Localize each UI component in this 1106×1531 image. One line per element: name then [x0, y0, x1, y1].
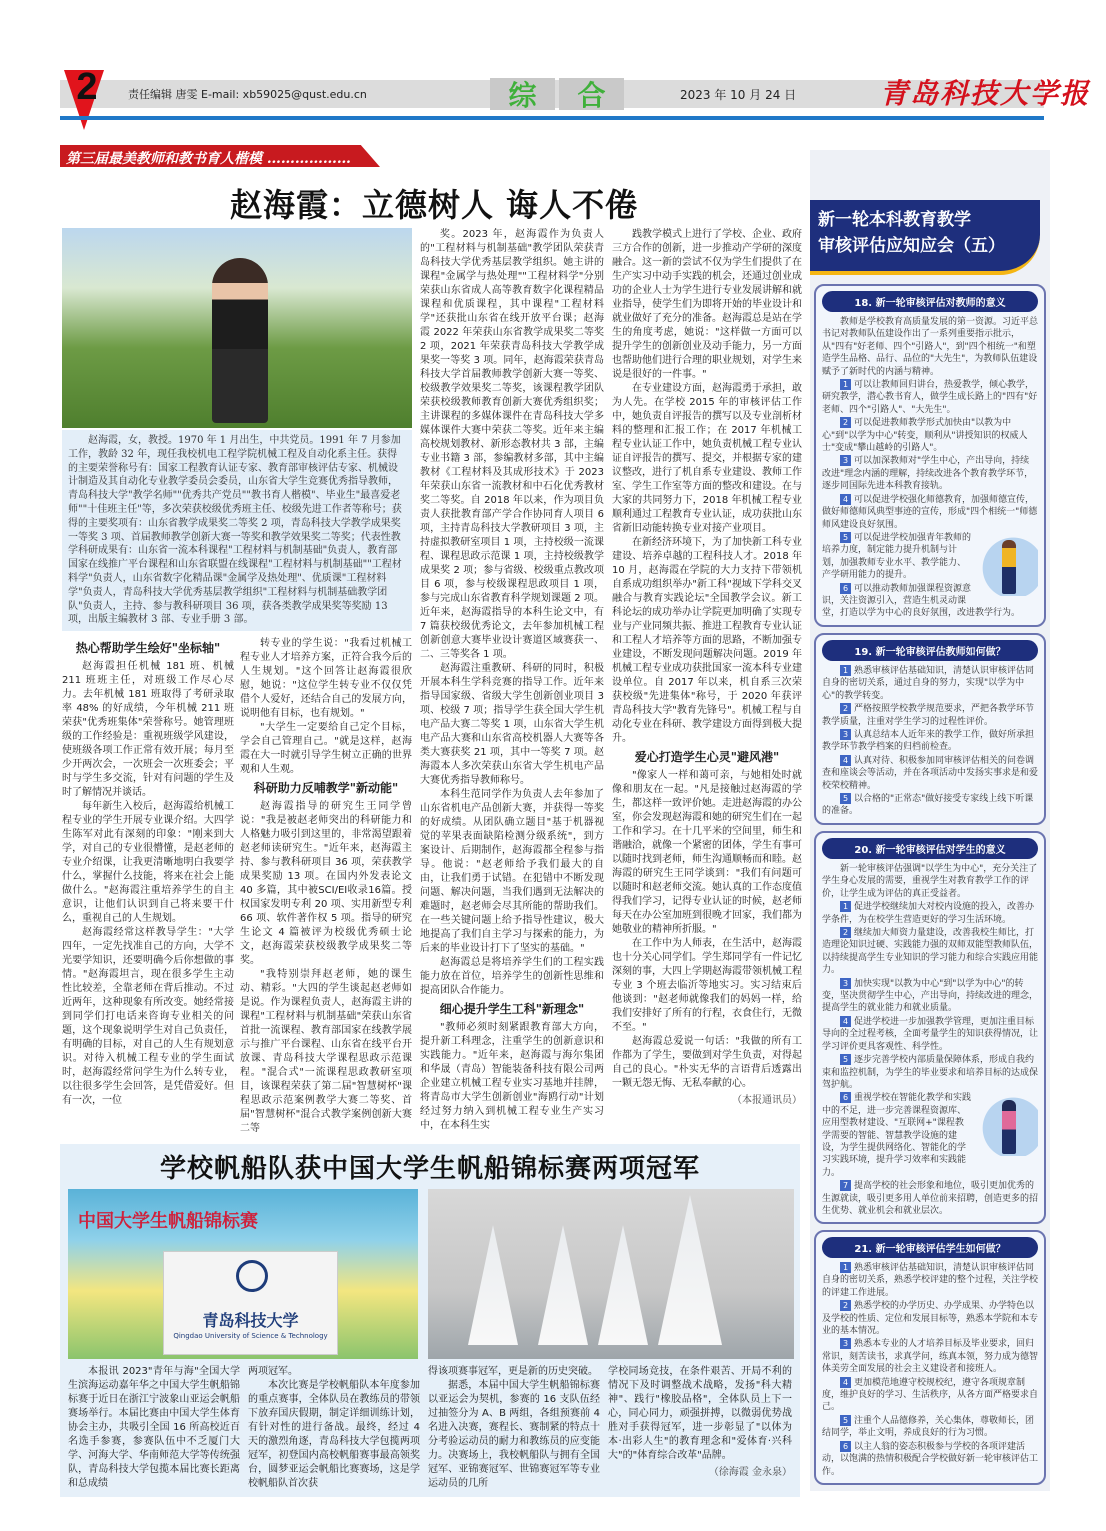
masthead-logo: 青岛科技大学报: [880, 77, 1091, 110]
card-item: 重视学校在智能化教学和实践中的不足，进一步完善课程资源库、应用型教材建设、"互联网+"课程教学需要的智能、智慧教学设施的建设，为学生提供网络化、智能化的学习实践环境，提升学习效率和实践能力。: [822, 1093, 972, 1178]
card-item: 可以让教师回归讲台，热爱教学，倾心教学，研究教学，潜心教书育人，做学生成长路上的"四有"好老师、四个"引路人"、"大先生"。: [822, 380, 1038, 415]
portrait-photo: [62, 228, 412, 428]
card-item: 促进学校继续加大对校内设施的投入，改善办学条件，为在校学生营造更好的学习生活环境。: [822, 902, 1035, 925]
number-badge-icon: 6: [840, 583, 851, 594]
number-badge-icon: 2: [840, 417, 851, 428]
card-item: 可以加深教师对"学生中心，产出导向，持续改进"理念内涵的理解，持续改进各个教育教学环节，逐步同国际先进本科教育接轨。: [822, 456, 1034, 492]
section-label: [490, 78, 624, 110]
sailboat: [598, 1225, 648, 1345]
paragraph: 在工作中为人师表，在生活中，赵海霞也十分关心同学们。学生郑同学有一件记忆深刻的事，大四上学期赵海霞带领机械工程专业 3 个班去临沂等地实习。实习结束后他谈到："赵老师就像我们的妈妈一样，给我们安排好了所有的行程，衣食住行，无微不至。": [612, 937, 802, 1033]
column-banner-text: 第三届最美教师和教书育人楷模 ………………: [66, 151, 351, 167]
article-column-4: [612, 228, 802, 1106]
sidebar-card: [814, 284, 1046, 627]
number-badge-icon: 4: [840, 1377, 851, 1388]
card-item: 可以促进学校强化师德教育，加强师德宣传，做好师德师风典型事迹的宣传，形成"四个相统一"师德师风建设良好氛围。: [822, 494, 1038, 530]
number-badge-icon: 5: [840, 793, 851, 804]
card-item: 逐步完善学校内部质量保障体系，形成自我约束和监控机制，为学生的毕业要求和培养目标的达成保驾护航。: [822, 1055, 1039, 1090]
number-badge-icon: 5: [840, 1415, 851, 1426]
page-number: 2: [76, 66, 98, 108]
header-divider: [60, 116, 1044, 120]
paragraph: "教师必须时刻紧跟教育部大方向，提升新工科理念，注重学生的创新意识和实践能力。"近年来，赵海霞与海尔集团和华晟（青岛）智能装备科技有限公司两企业建立机械工程专业实习基地并挂牌，将青岛市大学生创新创业"海鸥行动"计划经过努力纳入到机械工程专业生产实习中，在本科生实: [420, 1021, 604, 1131]
sailing-column-3: [428, 1365, 600, 1491]
paragraph: 本报讯 2023"青年与海"全国大学生滨海运动嘉年华之中国大学生帆船锦标赛于近日在浙江宁波象山亚运会帆船赛场举行。本届比赛由中国大学生体育协会主办，共吸引全国 16 所高校近百名选手参赛，参赛队伍中不乏厦门大学、河海大学、华南师范大学等传统强队，青岛科技大学包揽本届比赛长距离和总成绩: [68, 1366, 240, 1489]
article-column-2: [240, 637, 412, 1136]
issue-date: 2023 年 10 月 24 日: [680, 88, 797, 102]
card-title: 19. 新一轮审核评估教师如何做？: [822, 640, 1038, 661]
card-item: 认真对待、积极参加同审核评估相关的问卷调查和座谈会等活动，并在各项活动中发扬实事求是和爱校荣校精神。: [822, 755, 1039, 791]
flag-subtext: Qingdao University of Science & Technology: [173, 1332, 328, 1340]
sidebar-banner-text: [818, 208, 1005, 259]
card-intro: 教师是学校教育高质量发展的第一资源。习近平总书记对教师队伍建设作出了一系列重要指示批示，从"四有"好老师、四个"引路人"，到"四个相统一"和塑造学生品格、品行、品位的"大先生"，为教师队伍建设赋予了新时代的内涵与精神。: [822, 317, 1039, 377]
sailing-column-1: [68, 1365, 240, 1491]
sidebar-card: [814, 1230, 1046, 1485]
section-char: 合: [559, 78, 624, 110]
paragraph: 转专业的学生说："我看过机械工程专业人才培养方案，正符合我今后的人生规划。"这个回答让赵海霞很欣慰，她说："这位学生转专业不仅仅凭借个人爱好，还结合自己的发展方向，说明他有目标，也有规划。": [240, 638, 412, 719]
card-item: 继续加大师资力量建设，改善我校生师比，打造理论知识过硬、实践能力强的双师双能型教师队伍，以持续提高学生专业知识的学习能力和综合实践应用能力。: [822, 928, 1039, 976]
number-badge-icon: 3: [840, 455, 851, 466]
paragraph: 两项冠军。: [248, 1366, 298, 1377]
paragraph: "大学生一定要给自己定个目标，学会自己管理自己。"就是这样，赵海霞在大一时就引导学生树立正确的世界观和人生观。: [240, 722, 412, 775]
number-badge-icon: 5: [840, 532, 851, 543]
card-intro: 新一轮审核评估强调"以学生为中心"，充分关注了学生身心发展的需要，重视学生对教育教学工作的评价，让学生成为评估的真正受益者。: [822, 864, 1038, 899]
sailing-headline: 学校帆船队获中国大学生帆船锦标赛两项冠军: [159, 1154, 700, 1184]
regatta-photo: [428, 1189, 794, 1359]
subheading: 细心提升学生工科"新理念": [439, 1002, 585, 1016]
student-figure: [1002, 1100, 1016, 1154]
paragraph: 在新经济环境下，为了加快新工科专业建设、培养卓越的工程科技人才。2018 年 10 月，赵海霞在学院的大力支持下带领机自系成功组织举办"新工科"视域下学科交叉融合与教育实践论坛"全国教学会议。新工科论坛的成功举办让学院更加明确了实现专业与产业同频共振、推进工程教育专业认证和工程人才培养等方面的思路，不断加强专业建设，不断发现问题解决问题。2019 年机械工程专业成功获批国家一流本科专业建设单位。自 2017 年以来，机自系三次荣获校级"先进集体"称号，于 2020 年获评青岛科技大学"教育先锋号"。机械工程与自动化专业在科研、教学建设方面得到极大提升。: [612, 537, 802, 744]
number-badge-icon: 4: [840, 494, 851, 505]
paragraph: 赵海霞经常这样教导学生："大学四年，一定先找准自己的方向，大学不光要学知识，还要明确今后你想做的事情。"赵海霞坦言，现在很多学生主动性比较差，全靠老师在背后推动。不过近两年，这种现象有所改变。她经常接到同学们打电话来咨询专业相关的问题，这个现象说明学生对自己负责任，有明确的目标，对自己的人生有规划意识。对待入机械工程专业的学生面试时，赵海霞经常问学生为什么转专业，以往很多学生会回答，是凭借爱好。但有一次，一位: [62, 926, 234, 1106]
university-flag: [163, 1251, 338, 1355]
banner-line: 新一轮本科教育教学: [818, 210, 971, 230]
subheading: 科研助力反哺教学"新动能": [253, 781, 399, 795]
paragraph: 赵海霞注重教研、科研的同时，积极开展本科生学科竞赛的指导工作。近年来指导国家级、省级大学生创新创业项目 3 项、校级 7 项；指导学生获全国大学生机电产品大赛二等奖 1 项，山东省大学生机电产品大赛和山东省高校机器人大赛等各类大赛获奖 21 项，其中一等奖 7 项。赵海霞本人多次荣获山东省大学生机电产品大赛优秀指导教师称号。: [420, 663, 604, 786]
paragraph: 赵海霞担任机械 181 班、机械 211 班班主任，对班级工作尽心尽力。去年机械 181 班取得了考研录取率 48% 的好成绩，今年机械 211 班荣获"优秀班集体"荣誉称号。她管理班级的工作经验是：重视班级学风建设，使班级各项工作正常有效开展；每月至少开两次会，一次班会一次班委会；平时与学生多交流，针对有问题的学生及时了解情况并谈话。: [62, 660, 234, 798]
team-photo: [68, 1189, 418, 1359]
card-item: 注重个人品德修养，关心集体，尊敬师长，团结同学，举止文明，养成良好的行为习惯。: [822, 1415, 1035, 1439]
paragraph: 赵海霞指导的研究生王同学曾说："我是被赵老师突出的科研能力和人格魅力吸引到这里的，非常渴望跟着赵老师读研究生。"近年来，赵海霞主持、参与教科研项目 36 项，荣获教学成果奖励 13 项。在国内外发表论文 40 多篇，其中被SCI/EI收录16篇。授权国家发明专利 20 项、实用新型专利 66 项、软件著作权 5 项。指导的研究生论文 4 篇被评为校级优秀硕士论文，赵海霞荣获校级教学成果奖二等奖。: [240, 800, 412, 966]
paragraph: 得该项赛事冠军，更是新的历史突破。: [428, 1366, 598, 1377]
teacher-illustration: [976, 534, 1038, 596]
portrait-figure: [212, 258, 268, 423]
paragraph: 每年新生入校后，赵海霞给机械工程专业的学生开展专业课介绍。大四学生陈军对此有深刻的印象："刚来到大学，对自己的专业很懵懂，是赵老师的专业介绍课，让我更清晰地明白我要学什么，掌握什么技能，将来在社会上能做什么。"赵海霞注重培养学生的自主意识，让他们认识到自己将来要干什么，重视自己的人生规划。: [62, 800, 234, 924]
subheading: 爱心打造学生心灵"避风港": [634, 750, 780, 764]
card-item: 严格按照学校教学规范要求，严把各教学环节教学质量，注重对学生学习的过程性评价。: [822, 704, 1035, 727]
number-badge-icon: 3: [840, 978, 851, 989]
paragraph: 赵海霞总爱说一句话："我做的所有工作都为了学生，要做到对学生负责，对得起自己的良心。"朴实无华的言语背后透露出一颗无怨无悔、无私奉献的心。: [612, 1035, 802, 1089]
paragraph: "像家人一样和蔼可亲，与她相处时就像和朋友在一起。"凡是接触过赵海霞的学生，都这样一致评价她。走进赵海霞的办公室，你会发现赵海霞和她的研究生们在一起工作和学习。在十几平米的空间里，师生和谐融洽，就像一个紧密的团体，学生有事可以随时找到老师，师生沟通顺畅而和睦。赵海霞的研究生王同学谈到："我们有问题可以随时和赵老师交流。她认真的工作态度值得我们学习，记得专业认证的时候，赵老师每天在办公室加班到很晚才回家，我们都为她敬业的精神所折服。": [612, 769, 802, 935]
card-item: 提高学校的社会形象和地位，吸引更加优秀的生源就读，吸引更多用人单位前来招聘，创造更多的招生优势、就业机会和就业层次。: [822, 1181, 1039, 1216]
article-column-3: [420, 228, 604, 1133]
card-item: 熟悉学校的办学历史、办学成果、办学特色以及学校的性质、定位和发展目标等，熟悉本学院和本专业的基本情况。: [822, 1301, 1039, 1337]
card-item: 更加模范地遵守校规校纪，遵守各项规章制度，维护良好的学习、生活秩序，从各方面严格要求自己。: [822, 1377, 1039, 1413]
sailboat: [468, 1225, 518, 1345]
paragraph: 本次比赛是学校帆船队本年度参加的重点赛事，全体队员在教练员的带领下放弃国庆假期，制定详细训练计划，有针对性的进行备战。最终，经过 4 天的激烈角逐，青岛科技大学包揽两项冠军，初登国内高校帆船赛事最高领奖台，圆梦亚运会帆船比赛赛场，这是学校帆船队首次获: [248, 1380, 420, 1489]
subheading: 热心帮助学生绘好"坐标轴": [75, 641, 221, 655]
byline: （徐海霞 金永泉）: [708, 1467, 792, 1478]
sailing-column-2: [248, 1365, 420, 1491]
number-badge-icon: 6: [840, 1441, 851, 1452]
paragraph: 践教学模式上进行了学校、企业、政府三方合作的创新，进一步推动产学研的深度融合。这一新的尝试不仅为学生们提供了在生产实习中动手实践的机会，还通过创业成功的企业人士为学生进行专业发展讲解和就业指导，使学生们为即将开始的毕业设计和就业做好了充分的准备。赵海霞总是站在学生的角度考虑，她说："这样做一方面可以提升学生的创新创业及动手能力，另一方面也帮助他们进行合理的职业规划，对学生来说是很好的一件事。": [612, 229, 802, 380]
article-headline: 赵海霞：立德树人 诲人不倦: [230, 186, 639, 224]
card-item: 可以促进学校加强青年教师的培养力度，制定能力提升机制与计划，加强教师专业水平、教学能力、产学研用能力的提升。: [822, 532, 972, 581]
card-item: 可以促进教师教学形式加快由"以教为中心"到"以学为中心"转变，顺利从"讲授知识的权威人士"变成"攀山越岭的引路人"。: [822, 418, 1028, 454]
card-title: 18. 新一轮审核评估对教师的意义: [822, 291, 1038, 312]
number-badge-icon: 1: [840, 901, 851, 912]
number-badge-icon: 6: [840, 1092, 851, 1103]
flag-text: 青岛科技大学: [202, 1311, 299, 1330]
number-badge-icon: 7: [840, 1180, 851, 1191]
sidebar-card: [814, 831, 1046, 1224]
byline: （本报通讯员）: [732, 1094, 802, 1106]
sailboat: [538, 1225, 588, 1345]
sailing-column-4: [608, 1365, 792, 1478]
editor-info: 责任编辑 唐雯 E-mail: xb59025@qust.edu.cn: [128, 88, 367, 101]
card-title: 20. 新一轮审核评估对学生的意义: [822, 838, 1038, 859]
number-badge-icon: 5: [840, 1054, 851, 1065]
number-badge-icon: 2: [840, 703, 851, 714]
card-item: 以主人翁的姿态积极参与学校的各项评建活动，以饱满的热情积极配合学校做好新一轮审核评估工作。: [822, 1441, 1039, 1477]
number-badge-icon: 1: [840, 665, 851, 676]
paragraph: "我特别崇拜赵老师，她的课生动、精彩。"大四的学生谈起赵老师如是说。作为课程负责人，赵海霞主讲的课程"工程材料与机制基础"荣获山东省首批一流课程、教育部国家在线教学展示与推广平台课程、山东省在线平台开放课、青岛科技大学课程思政示范课程。"混合式"一流课程思政教研室项目，该课程荣获了第二届"智慧树杯"课程思政示范案例教学大赛二等奖、首届"智慧树杯"混合式教学案例创新大赛二等: [240, 968, 412, 1134]
number-badge-icon: 4: [840, 1016, 851, 1027]
article-column-1: [62, 637, 234, 1108]
university-logo-icon: [236, 1260, 268, 1292]
card-item: 可以推动教师加强课程资源意识，关注资源引入，营造生机灵动课堂，打造以学为中心的良好氛围，改进教学行为。: [822, 583, 1021, 619]
number-badge-icon: 2: [840, 927, 851, 938]
card-item: 以合格的"正常态"做好接受专家线上线下听课的准备。: [822, 794, 1034, 817]
paragraph: 在专业建设方面，赵海霞勇于承担，敢为人先。在学校 2015 年的审核评估工作中，她负责自评报告的撰写以及专业剖析材料的整理和汇报工作；在 2017 年机械工程专业认证工作中，她负责机械工程专业认证自评报告的撰写、提交，并根据专家的建议整改，进行了机自系专业建设、教师工作室、学生工作室等方面的整改和建设。在与大家的共同努力下，2018 年机械工程专业顺利通过工程教育专业认证，成功获批山东省新旧动能转换专业对接产业项目。: [612, 383, 802, 534]
number-badge-icon: 3: [840, 1338, 851, 1349]
card-item: 熟悉本专业的人才培养目标及毕业要求，回归常识，刻苦读书，求真学问，练真本领，努力成为德智体美劳全面发展的社会主义建设者和接班人。: [822, 1339, 1039, 1375]
photo-banner-text: 中国大学生帆船锦标赛: [78, 1211, 258, 1232]
paragraph: 奖。2023 年，赵海霞作为负责人的"工程材料与机制基础"教学团队荣获青岛科技大学优秀基层教学组织。她主讲的课程"金属学与热处理""工程材料学"分别荣获山东省成人高等教育数字化课程精品课程和优质课程，其中课程"工程材料学"还获批山东省在线开放平台课；赵海霞 2022 年荣获山东省教学成果奖二等奖 2 项，2021 年荣获青岛科技大学教学成果奖一等奖 3 项。同年，赵海霞荣获青岛科技大学首届教师教学创新大赛一等奖、校级教学效果奖二等奖，该课程教学团队荣获校级教师教育创新大赛优秀组织奖；主讲课程的多媒体课件在青岛科技大学多媒体课件大赛中荣获二等奖。近年来主编高校规划教材、新形态教材共 3 部，主编专业书籍 3 部，参编教材多部，其中主编教材《工程材料及其成形技术》于 2023 年荣获山东省一流教材和中石化优秀教材奖二等奖。自 2018 年以来，作为项目负责人获批教育部产学合作协同育人项目 6 项，主持青岛科技大学教研项目 3 项，主持虚拟教研室项目 1 项，主持校级一流课程、课程思政示范课 1 项，主持校级教学成果奖 2 项；参与省级、校级重点教改项目 6 项，参与校级课程思政项目 1 项，参与完成山东省教育科学规划课题 2 项。近年来，赵海霞指导的本科生论文中，有 7 篇获校级优秀论文，去年参加机械工程创新创意大赛毕业设计赛道区域赛获一、二、三等奖各 1 项。: [420, 229, 604, 660]
card-item: 熟悉审核评估基础知识，清楚认识审核评估同自身的密切关系，熟悉学校评建的整个过程，关注学校的评建工作进展。: [822, 1263, 1039, 1298]
card-item: 加快实现"以教为中心"到"以学为中心"的转变，坚决贯彻学生中心，产出导向，持续改进的理念，提高学生的就业能力和就业质量。: [822, 978, 1039, 1014]
sidebar-card: [814, 633, 1046, 825]
card-title: 21. 新一轮审核评估学生如何做？: [822, 1237, 1038, 1258]
sailboat: [658, 1195, 722, 1345]
paragraph: 赵海霞总是将培养学生们的工程实践能力放在首位，培养学生的创新性思维和提高团队合作能力。: [420, 957, 604, 996]
paragraph: 据悉，本届中国大学生帆船锦标赛以亚运会为契机，参赛的 16 支队伍经过抽签分为 A、B 两组，各组预赛前 4 名进入决赛，赛程长、赛制紧的特点十分考验运动员的耐力和教练员的应变能力。决赛场上，我校帆船队与拥有全国冠军、亚锦赛冠军、世锦赛冠军等专业运动员的几所: [428, 1380, 600, 1489]
teacher-figure: [1002, 540, 1016, 594]
card-item: 促进学校进一步加强教学管理，更加注重目标导向的全过程考核，全面考量学生的知识获得情况，让学习评价更具客观性、科学性。: [822, 1016, 1039, 1052]
number-badge-icon: 1: [840, 379, 851, 390]
section-char: 综: [490, 78, 555, 110]
card-item: 熟悉审核评估基础知识，清楚认识审核评估同自身的密切关系，通过自身的努力，实现"以学为中心"的教学转变。: [822, 666, 1035, 701]
number-badge-icon: 2: [840, 1300, 851, 1311]
bio-box: 赵海霞，女，教授。1970 年 1 月出生，中共党员。1991 年 7 月参加工作，教龄 32 年，现任我校机电工程学院机械工程及自动化系主任。获得的主要荣誉称号有：国家工程教育认证专家、教育部审核评估专家、机械设计制造及其自动化专业教学委员会委员，山东省大学生竞赛优秀指导教师，青岛科技大学"教学名师""优秀共产党员""教书育人楷模"、毕业生"最喜爱老师""十佳班主任"等，多次荣获校级优秀班主任、校级先进工作者等称号；获得的主要奖项有：山东省教学成果奖二等奖 2 项，青岛科技大学教学成果奖一等奖 3 项、首届教师教学创新大赛一等奖和教学效果奖二等奖；代表性教学科研成果有：山东省一流本科课程"工程材料与机制基础"负责人，教育部国家在线推广平台课程和山东省联盟在线课程"工程材料与机制基础""工程材料学"负责人，山东省数字化精品课"金属学及热处理"、优质课"工程材料学"负责人，青岛科技大学优秀基层教学组织"工程材料与机制基础教学团队"负责人，主持、参与教科研项目 36 项，获各类教学成果奖等奖励 13 项，出版主编教材 3 部、专业手册 3 部。: [62, 430, 412, 631]
paragraph: 学校同场竞技，在条件艰苦、开局不利的情况下及时调整战术战略，发扬"科大精神"、践行"橡胶品格"，全体队员上下一心，同心同力，顽强拼搏，以微弱优势战胜对手获得冠军，进一步彰显了"以体为本·出彩人生"的教育理念和"爱体育·兴科大"的"体育综合改革"品牌。: [608, 1366, 792, 1461]
paragraph: 本科生范同学作为负责人去年参加了山东省机电产品创新大赛，并获得一等奖的好成绩。从团队确立题目"基于机器视觉的苹果表面缺陷检测分级系统"，到方案设计、后期制作，赵海霞都全程参与指导。他说："赵老师给予我们最大的自由，让我们勇于试错。在犯错中不断发现问题、解决问题，当我们遇到无法解决的难题时，赵老师会尽其所能的帮助我们。在一些关键问题上给予指导性建议，极大地提高了我们自主学习与探索的能力，为后来的毕业设计打下了坚实的基础。": [420, 789, 604, 954]
banner-line: 审核评估应知应会（五）: [818, 235, 1005, 256]
number-badge-icon: 1: [840, 1262, 851, 1273]
number-badge-icon: 3: [840, 729, 851, 740]
student-illustration: [976, 1094, 1038, 1156]
card-item: 认真总结本人近年来的教学工作，做好所承担教学环节教学档案的归档前检查。: [822, 730, 1035, 753]
number-badge-icon: 4: [840, 755, 851, 766]
